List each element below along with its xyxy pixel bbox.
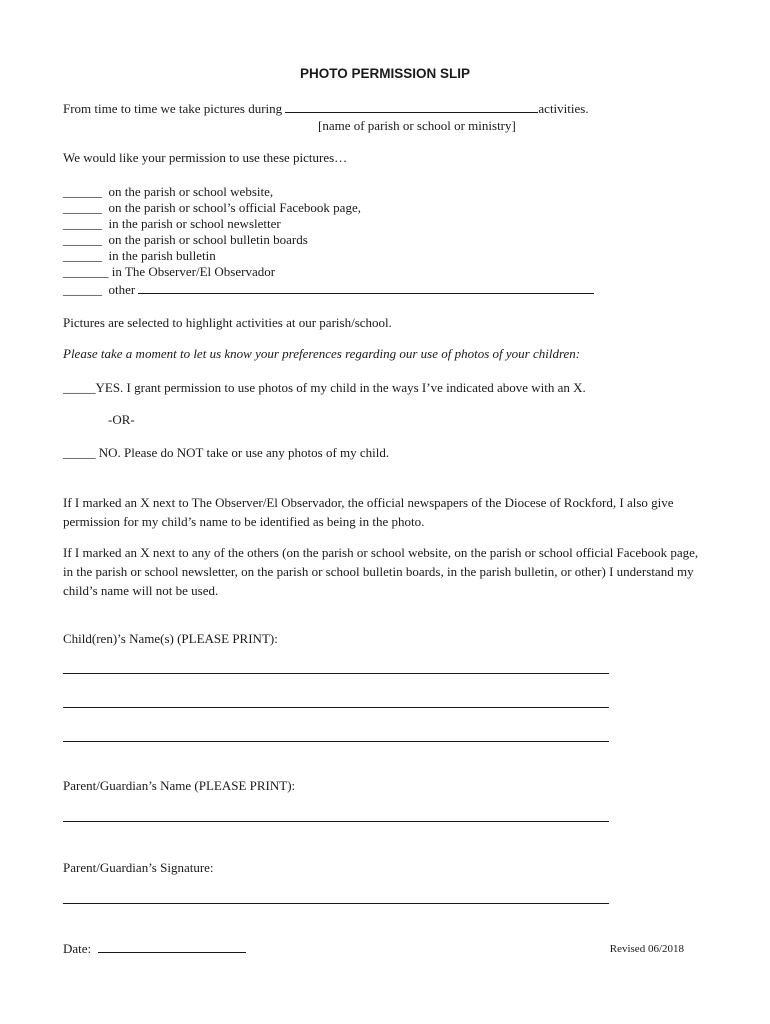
permission-request: We would like your permission to use these pictures…	[63, 150, 348, 165]
option-blank[interactable]: ______	[63, 184, 102, 199]
intro-line	[63, 101, 589, 117]
option-row	[63, 216, 281, 232]
ministry-name-hint: [name of parish or school or ministry]	[318, 118, 516, 133]
option-row	[63, 184, 273, 200]
date-label: Date:	[63, 941, 92, 956]
option-blank[interactable]: ______	[63, 248, 102, 263]
yes-option[interactable]: _____YES. I grant permission to use photos of my child in the ways I’ve indicated above with an X.	[63, 380, 586, 395]
revision-date: Revised 06/2018	[609, 943, 684, 955]
option-label: in the parish bulletin	[108, 248, 216, 263]
option-blank[interactable]: ______	[63, 216, 102, 231]
guardian-signature-label: Parent/Guardian’s Signature:	[63, 860, 214, 875]
option-blank[interactable]: _______	[63, 264, 109, 279]
child-name-line[interactable]	[63, 741, 609, 742]
guardian-signature-line[interactable]	[63, 903, 609, 904]
option-row	[63, 200, 361, 216]
guardian-name-label: Parent/Guardian’s Name (PLEASE PRINT):	[63, 778, 296, 793]
option-blank[interactable]: ______	[63, 200, 102, 215]
option-label: on the parish or school website,	[108, 184, 274, 199]
ministry-name-blank[interactable]	[285, 111, 538, 113]
selection-note: Pictures are selected to highlight activities at our parish/school.	[63, 315, 392, 330]
guardian-name-line[interactable]	[63, 821, 609, 822]
option-row	[63, 282, 594, 298]
option-label: other	[108, 282, 136, 297]
preferences-note: Please take a moment to let us know your preferences regarding our use of photos of your children:	[63, 346, 581, 361]
option-blank[interactable]: ______	[63, 232, 102, 247]
other-specify-blank[interactable]	[138, 292, 594, 294]
option-label: in the parish or school newsletter	[108, 216, 281, 231]
option-row	[63, 264, 275, 280]
or-divider: -OR-	[108, 412, 135, 427]
observer-paragraph: If I marked an X next to The Observer/El Observador, the official newspapers of the Diocese of Rockford, I also give permission for my child’s name to be identified as being in the photo.	[63, 495, 674, 529]
option-blank[interactable]: ______	[63, 282, 102, 297]
children-names-label: Child(ren)’s Name(s) (PLEASE PRINT):	[63, 631, 278, 646]
option-label: in The Observer/El Observador	[111, 264, 276, 279]
option-label: on the parish or school’s official Facebook page,	[108, 200, 361, 215]
intro-prefix: From time to time we take pictures during	[63, 101, 283, 116]
page-title: PHOTO PERMISSION SLIP	[299, 66, 471, 81]
option-row	[63, 232, 308, 248]
others-paragraph: If I marked an X next to any of the others (on the parish or school website, on the parish or school official Facebook page, in the parish or school newsletter, on the parish or school bulletin boards, in the parish bulletin, or other) I understand my child’s name will not be used.	[63, 545, 699, 598]
option-label: on the parish or school bulletin boards	[108, 232, 308, 247]
child-name-line[interactable]	[63, 673, 609, 674]
child-name-line[interactable]	[63, 707, 609, 708]
intro-suffix: activities.	[538, 101, 589, 116]
date-blank[interactable]	[98, 951, 246, 953]
option-row	[63, 248, 216, 264]
date-row	[63, 941, 246, 957]
no-option[interactable]: _____ NO. Please do NOT take or use any photos of my child.	[63, 445, 390, 460]
